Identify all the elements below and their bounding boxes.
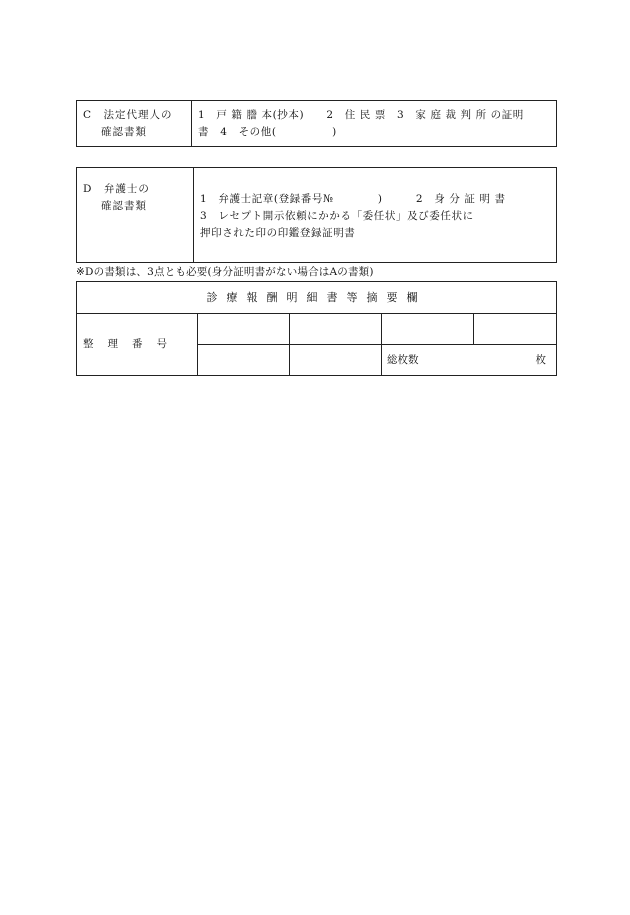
box-c-value (192, 101, 557, 147)
box-d-value-line2: 3 レセプト開示依頼にかかる「委任状」及び委任状に (200, 210, 474, 222)
number-cell-2[interactable] (290, 314, 382, 345)
number-cell-1[interactable] (198, 314, 290, 345)
box-d-value-line3: 押印された印の印鑑登録証明書 (200, 227, 356, 239)
box-d-lawyer (76, 167, 557, 263)
box-d-label-line2: 確認書類 (101, 200, 147, 212)
number-cell-4[interactable] (474, 314, 557, 345)
number-cell-6[interactable] (290, 345, 382, 376)
box-d-label-line1: D 弁護士の (83, 183, 150, 195)
box-c-value-line2: 書 4 その他( ) (198, 126, 337, 138)
box-d-value (194, 168, 557, 263)
summary-heading: 診療報酬明細書等摘要欄 (77, 282, 557, 314)
box-c-value-line1: 1 戸 籍 謄 本(抄本) 2 住 民 票 3 家 庭 裁 判 所 の証明 (198, 109, 524, 121)
box-c-label-line2: 確認書類 (101, 126, 147, 138)
total-sheets-unit: 枚 (535, 353, 546, 366)
summary-table (76, 281, 557, 376)
box-d-note: ※Dの書類は、3点とも必要(身分証明書がない場合はAの書類) (76, 266, 374, 278)
number-cell-3[interactable] (382, 314, 474, 345)
total-sheets-label: 総枚数 (387, 353, 419, 366)
box-d-label (77, 168, 194, 263)
row-label-seiri-bango: 整理番号 (77, 314, 198, 376)
box-c-legal-representative (76, 100, 557, 147)
box-c-label-line1: C 法定代理人の (83, 109, 173, 121)
box-c-label (77, 101, 192, 147)
total-sheets-cell[interactable] (382, 345, 557, 376)
number-cell-5[interactable] (198, 345, 290, 376)
box-d-value-line1: 1 弁護士記章(登録番号№ ) 2 身 分 証 明 書 (200, 193, 506, 205)
